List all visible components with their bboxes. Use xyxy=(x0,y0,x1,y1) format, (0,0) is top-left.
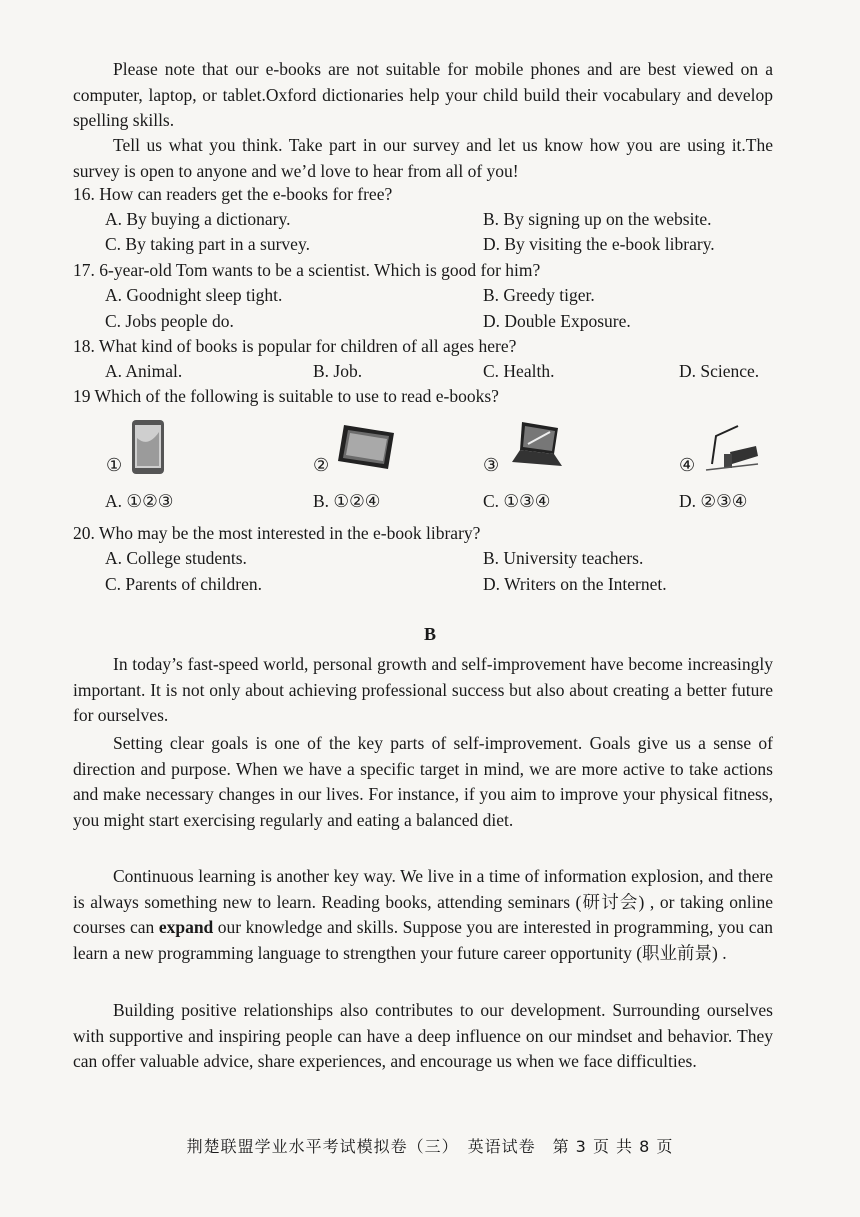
underlined-word-expand: expand xyxy=(158,917,214,937)
question-19-stem: 19 Which of the following is suitable to use to read e-books? xyxy=(73,386,499,406)
question-20-stem: 20. Who may be the most interested in the e-book library? xyxy=(73,523,481,543)
q16-option-d: D. By visiting the e-book library. xyxy=(483,234,715,254)
mobile-phone-icon xyxy=(130,418,166,476)
passage-b-paragraph-1: In today’s fast-speed world, personal growth and self-improvement have become increasingly important. It is not only about achieving professional success but also about creating a better future for ourselves. xyxy=(73,654,773,725)
intro-paragraph-1: Please note that our e-books are not suitable for mobile phones and are best viewed on a computer, laptop, or tablet.Oxford dictionaries help your child build their vocabulary and develop spelling skills. xyxy=(73,59,773,130)
q19-option-b: B. ①②④ xyxy=(313,491,381,511)
desktop-computer-icon xyxy=(702,424,760,472)
passage-b-paragraph-3 xyxy=(73,864,773,966)
question-18-stem: 18. What kind of books is popular for children of all ages here? xyxy=(73,336,517,356)
q17-option-b: B. Greedy tiger. xyxy=(483,285,595,305)
q18-option-a: A. Animal. xyxy=(105,361,183,381)
q18-option-b: B. Job. xyxy=(313,361,363,381)
passage-b-paragraph-2: Setting clear goals is one of the key parts of self-improvement. Goals give us a sense of direction and purpose. When we have a specific target in mind, we are more active to take actions and make necessary changes in our lives. For instance, if you aim to improve your physical fitness, you might start exercising regularly and eating a balanced diet. xyxy=(73,733,773,830)
q19-option-c: C. ①③④ xyxy=(483,491,551,511)
device-3-number: ③ xyxy=(483,455,500,475)
q19-option-d: D. ②③④ xyxy=(679,491,748,511)
device-4-number: ④ xyxy=(679,455,696,475)
q16-option-c: C. By taking part in a survey. xyxy=(105,234,310,254)
q17-option-c: C. Jobs people do. xyxy=(105,311,234,331)
passage-b-paragraph-4: Building positive relationships also contributes to our development. Surrounding ourselves with supportive and inspiring people can have a deep influence on our mindset and behavior. They can offer valuable advice, share experiences, and encourage us when we face difficulties. xyxy=(73,1000,773,1071)
device-1-number: ① xyxy=(106,455,123,475)
tablet-icon xyxy=(336,423,396,471)
q20-option-b: B. University teachers. xyxy=(483,548,644,568)
question-17-stem: 17. 6-year-old Tom wants to be a scientist. Which is good for him? xyxy=(73,260,541,280)
q17-option-a: A. Goodnight sleep tight. xyxy=(105,285,283,305)
question-16-stem: 16. How can readers get the e-books for free? xyxy=(73,184,393,204)
q17-option-d: D. Double Exposure. xyxy=(483,311,631,331)
intro-paragraph-2: Tell us what you think. Take part in our survey and let us know how you are using it.The survey is open to anyone and we’d love to hear from all of you! xyxy=(73,135,773,181)
q19-option-a: A. ①②③ xyxy=(105,491,174,511)
section-b-heading: B xyxy=(423,624,436,644)
q20-option-d: D. Writers on the Internet. xyxy=(483,574,667,594)
device-2-number: ② xyxy=(313,455,330,475)
q16-option-b: B. By signing up on the website. xyxy=(483,209,712,229)
q20-option-a: A. College students. xyxy=(105,548,247,568)
laptop-icon xyxy=(506,420,566,474)
passage-b-p3-text-before: Continuous learning is another key way. We live in a time of information explosion, and there is always something new to learn. Reading books, attending seminars (研讨会) , or taking online courses can xyxy=(73,866,773,937)
q18-option-c: C. Health. xyxy=(483,361,555,381)
q20-option-c: C. Parents of children. xyxy=(105,574,262,594)
q16-option-a: A. By buying a dictionary. xyxy=(105,209,291,229)
page-footer: 荆楚联盟学业水平考试模拟卷（三） 英语试卷 第 3 页 共 8 页 xyxy=(186,1137,674,1156)
passage-b-p3-text-after: our knowledge and skills. Suppose you are interested in programming, you can learn a new programming language to strengthen your future career opportunity (职业前景) . xyxy=(73,917,773,963)
q18-option-d: D. Science. xyxy=(679,361,760,381)
